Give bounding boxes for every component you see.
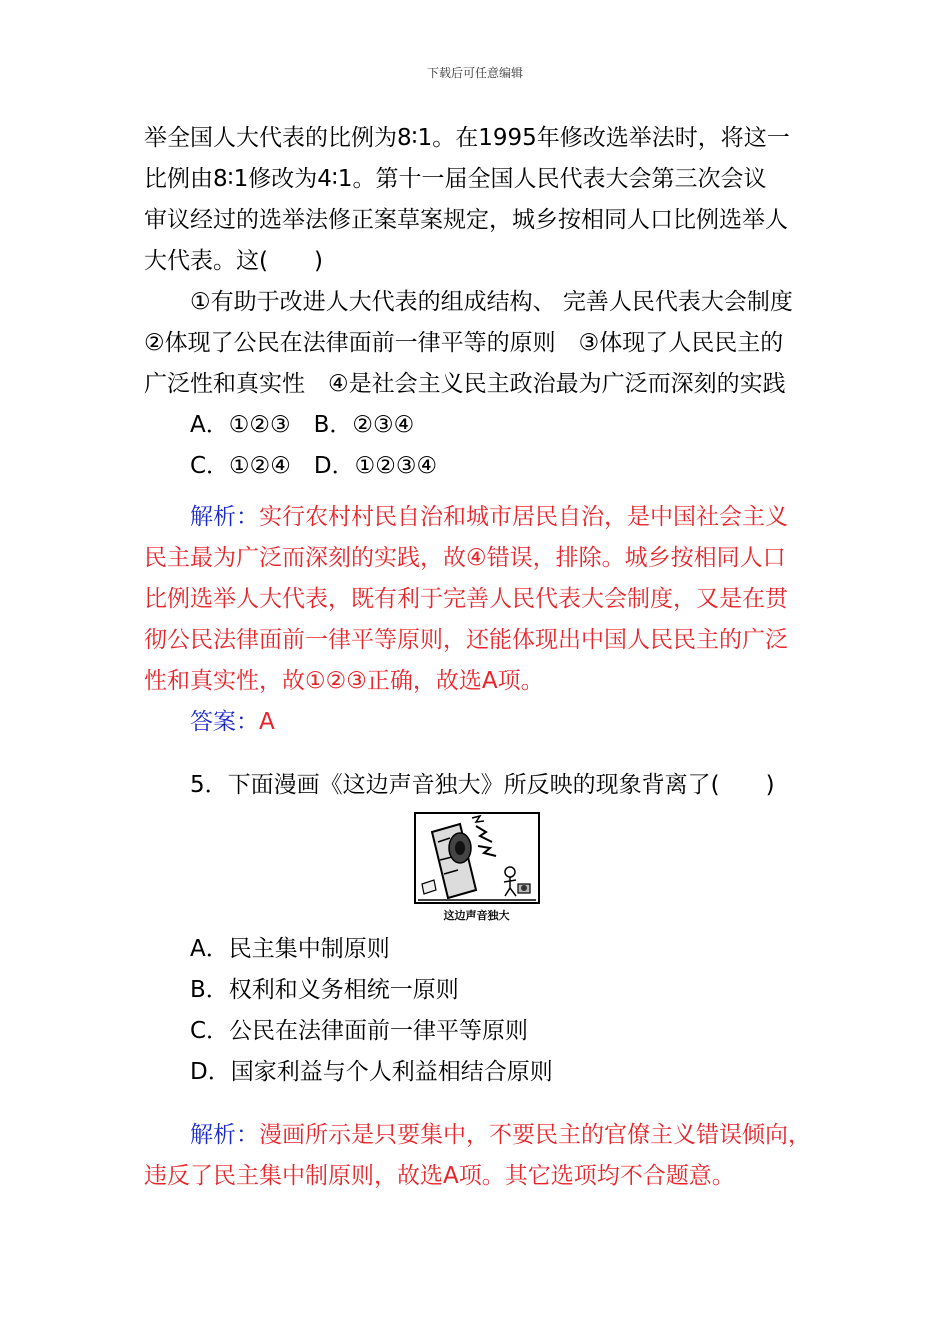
stem-line: 大代表。这( )	[144, 248, 323, 274]
stem-line: 审议经过的选举法修正案草案规定，城乡按相同人口比例选举人	[144, 207, 788, 233]
document-body	[144, 118, 809, 1197]
question-4-analysis	[144, 497, 809, 702]
stem-line: 比例由8∶1修改为4∶1。第十一届全国人民代表大会第三次会议	[144, 166, 767, 192]
cartoon-image	[414, 812, 540, 904]
question-4-stem	[144, 118, 809, 282]
question-5-stem: 5．下面漫画《这边声音独大》所反映的现象背离了( )	[190, 772, 775, 798]
analysis-label: 解析：	[190, 504, 259, 530]
question-4-options	[144, 405, 809, 487]
question-4-statements	[144, 282, 809, 405]
analysis-line: 彻公民法律面前一律平等原则，还能体现出中国人民民主的广泛	[144, 627, 788, 653]
cartoon-caption: 这边声音独大	[443, 909, 510, 922]
statement-line: 广泛性和真实性 ④是社会主义民主政治最为广泛而深刻的实践	[144, 371, 786, 397]
option-line: D．国家利益与个人利益相结合原则	[190, 1059, 553, 1085]
answer-value: A	[259, 709, 275, 735]
analysis-line: 民主最为广泛而深刻的实践，故④错误，排除。城乡按相同人口	[144, 545, 786, 571]
analysis-text: 实行农村村民自治和城市居民自治，是中国社会主义	[259, 504, 788, 530]
page-header: 下载后可任意编辑	[426, 66, 523, 80]
analysis-line: 性和真实性，故①②③正确，故选A项。	[144, 668, 544, 694]
statement-line: ②体现了公民在法律面前一律平等的原则 ③体现了人民民主的	[144, 330, 784, 356]
analysis-line	[144, 1115, 809, 1156]
question-4-answer	[144, 702, 809, 743]
stem-line: 举全国人大代表的比例为8∶1。在1995年修改选举法时，将这一	[144, 125, 790, 151]
option-line: A．民主集中制原则	[190, 936, 390, 962]
analysis-text: 漫画所示是只要集中，不要民主的官僚主义错误倾向，	[259, 1122, 811, 1148]
statement-line: ①有助于改进人大代表的组成结构、 完善人民代表大会制度	[190, 289, 793, 315]
answer-label: 答案：	[190, 709, 259, 735]
option-line: A．①②③ B．②③④	[190, 412, 415, 438]
cartoon-figure	[144, 812, 809, 923]
option-line: B．权利和义务相统一原则	[190, 977, 459, 1003]
analysis-line	[144, 497, 809, 538]
option-line: C．公民在法律面前一律平等原则	[190, 1018, 529, 1044]
analysis-label: 解析：	[190, 1122, 259, 1148]
question-5-options	[144, 929, 809, 1093]
analysis-line: 违反了民主集中制原则，故选A项。其它选项均不合题意。	[144, 1163, 735, 1189]
option-line: C．①②④ D．①②③④	[190, 453, 438, 479]
analysis-line: 比例选举人大代表，既有利于完善人民代表大会制度，又是在贯	[144, 586, 788, 612]
question-5-analysis	[144, 1115, 809, 1197]
